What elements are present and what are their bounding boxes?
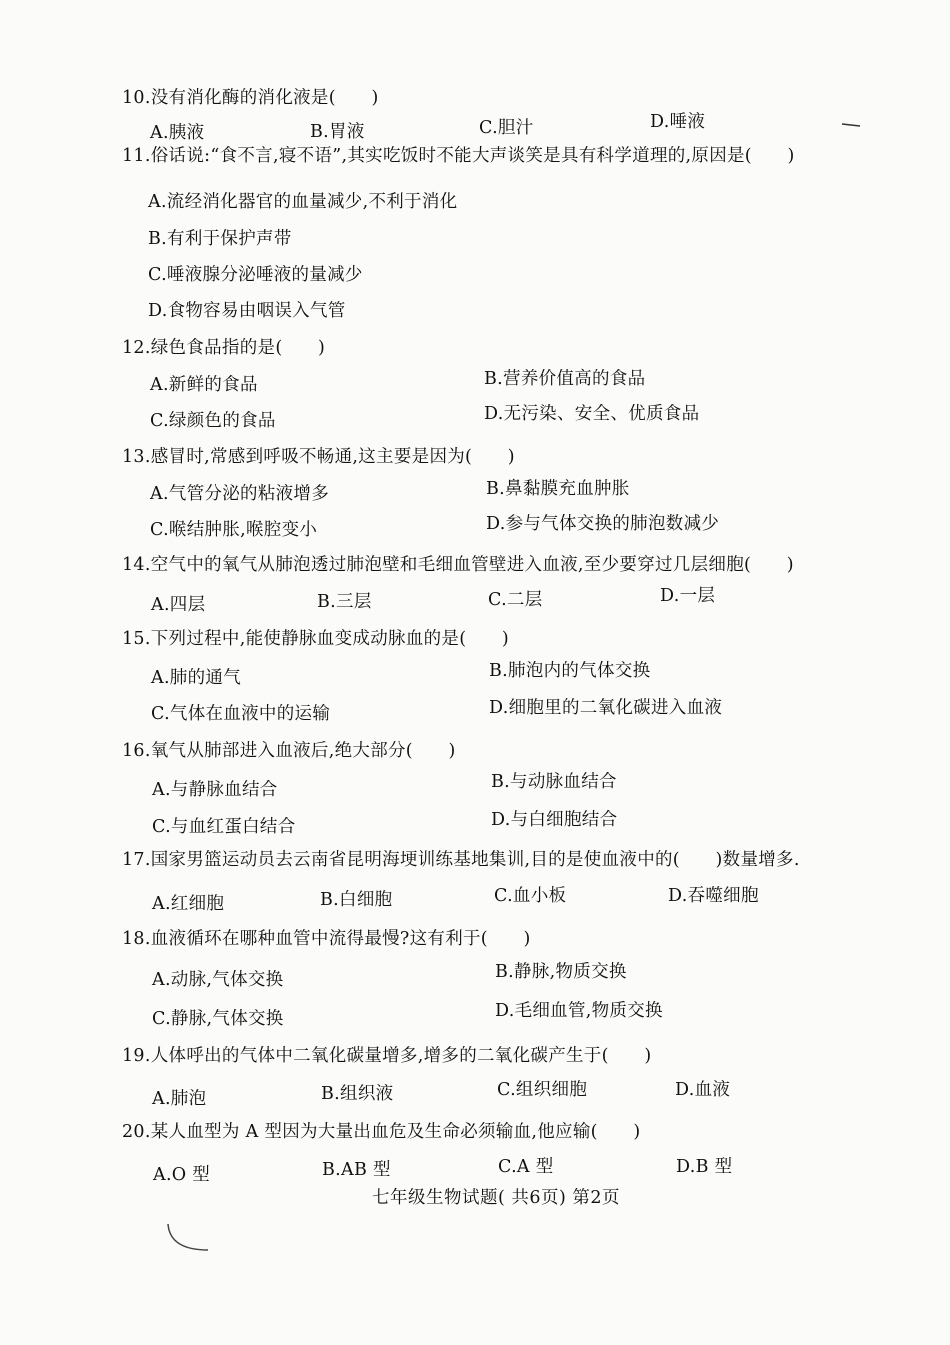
q10-option-b: B.胃液 — [310, 122, 365, 142]
scan-mark-curve — [160, 1220, 220, 1260]
q19-option-a: A.肺泡 — [152, 1089, 207, 1109]
q15-option-b: B.肺泡内的气体交换 — [489, 661, 651, 681]
q14-option-c: C.二层 — [488, 590, 543, 610]
question-17: 17.国家男篮运动员去云南省昆明海埂训练基地集训,目的是使血液中的( )数量增多. — [122, 850, 800, 870]
question-10: 10.没有消化酶的消化液是( ) — [122, 88, 379, 108]
question-15: 15.下列过程中,能使静脉血变成动脉血的是( ) — [122, 629, 510, 649]
question-16: 16.氧气从肺部进入血液后,绝大部分( ) — [122, 741, 456, 761]
q20-option-a: A.O 型 — [153, 1165, 211, 1185]
q10-option-d: D.唾液 — [650, 112, 706, 132]
q13-option-c: C.喉结肿胀,喉腔变小 — [150, 520, 318, 540]
q17-option-b: B.白细胞 — [320, 890, 393, 910]
q16-option-c: C.与血红蛋白结合 — [152, 817, 296, 837]
q12-option-b: B.营养价值高的食品 — [484, 369, 646, 389]
q12-option-a: A.新鲜的食品 — [150, 375, 258, 395]
q14-option-b: B.三层 — [317, 592, 372, 612]
q10-option-c: C.胆汁 — [479, 118, 534, 138]
q10-option-a: A.胰液 — [150, 123, 205, 143]
question-11: 11.俗话说:“食不言,寝不语”,其实吃饭时不能大声谈笑是具有科学道理的,原因是( ) — [122, 146, 795, 166]
q19-option-c: C.组织细胞 — [497, 1080, 588, 1100]
q11-option-d: D.食物容易由咽误入气管 — [148, 301, 346, 321]
question-13: 13.感冒时,常感到呼吸不畅通,这主要是因为( ) — [122, 447, 515, 467]
q11-option-c: C.唾液腺分泌唾液的量减少 — [148, 265, 363, 285]
q15-option-a: A.肺的通气 — [151, 668, 242, 688]
q13-option-b: B.鼻黏膜充血肿胀 — [486, 479, 630, 499]
page-footer: 七年级生物试题( 共6页) 第2页 — [372, 1188, 621, 1208]
q11-option-a: A.流经消化器官的血量减少,不利于消化 — [148, 192, 458, 212]
q17-option-c: C.血小板 — [494, 886, 567, 906]
q14-option-d: D.一层 — [660, 586, 716, 606]
q13-option-a: A.气管分泌的粘液增多 — [150, 484, 329, 504]
q18-option-a: A.动脉,气体交换 — [152, 970, 284, 990]
q11-option-b: B.有利于保护声带 — [148, 229, 292, 249]
question-12: 12.绿色食品指的是( ) — [122, 338, 326, 358]
q15-option-d: D.细胞里的二氧化碳进入血液 — [489, 698, 723, 718]
q19-option-b: B.组织液 — [321, 1084, 394, 1104]
q13-option-d: D.参与气体交换的肺泡数减少 — [486, 514, 720, 534]
question-18: 18.血液循环在哪种血管中流得最慢?这有利于( ) — [122, 929, 531, 949]
q12-option-c: C.绿颜色的食品 — [150, 411, 276, 431]
q16-option-b: B.与动脉血结合 — [491, 772, 617, 792]
q16-option-a: A.与静脉血结合 — [152, 780, 278, 800]
q20-option-d: D.B 型 — [676, 1157, 733, 1177]
question-20: 20.某人血型为 A 型因为大量出血危及生命必须输血,他应输( ) — [122, 1122, 641, 1142]
q12-option-d: D.无污染、安全、优质食品 — [484, 404, 700, 424]
question-14: 14.空气中的氧气从肺泡透过肺泡壁和毛细血管壁进入血液,至少要穿过几层细胞( ) — [122, 555, 794, 575]
scan-mark — [840, 118, 864, 130]
q18-option-c: C.静脉,气体交换 — [152, 1009, 284, 1029]
q20-option-b: B.AB 型 — [322, 1160, 391, 1180]
q19-option-d: D.血液 — [675, 1080, 731, 1100]
q20-option-c: C.A 型 — [498, 1157, 554, 1177]
q17-option-a: A.红细胞 — [152, 894, 225, 914]
q18-option-b: B.静脉,物质交换 — [495, 962, 627, 982]
q18-option-d: D.毛细血管,物质交换 — [495, 1001, 663, 1021]
q14-option-a: A.四层 — [151, 595, 206, 615]
q15-option-c: C.气体在血液中的运输 — [151, 704, 331, 724]
q16-option-d: D.与白细胞结合 — [491, 810, 618, 830]
question-19: 19.人体呼出的气体中二氧化碳量增多,增多的二氧化碳产生于( ) — [122, 1046, 652, 1066]
q17-option-d: D.吞噬细胞 — [668, 886, 759, 906]
